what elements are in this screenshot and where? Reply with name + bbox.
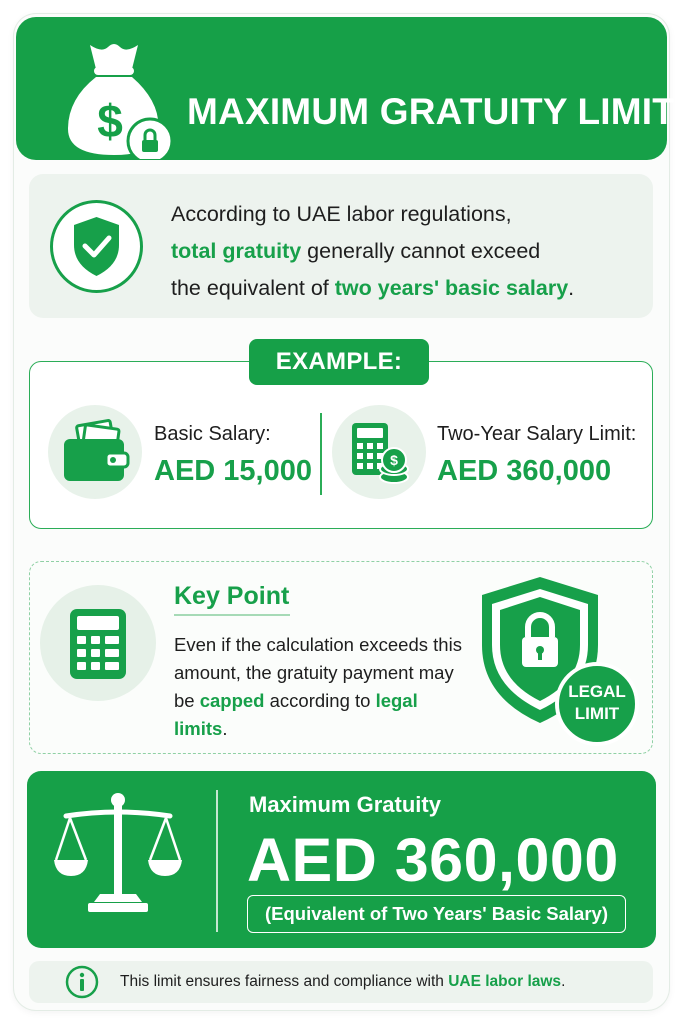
header-banner [16, 17, 676, 160]
shield-check-icon [49, 199, 144, 294]
two-year-limit-label: Two-Year Salary Limit: [437, 423, 637, 445]
footer-text: This limit ensures fairness and compliance with UAE labor laws. [120, 973, 566, 990]
intro-text: According to UAE labor regulations, total gratuity generally cannot exceed the equivalent of two years' basic salary. [171, 202, 575, 300]
key-point-circle [40, 585, 156, 701]
legal-limit-badge-line2: LIMIT [574, 704, 620, 723]
example-divider [320, 413, 322, 495]
page-title: MAXIMUM GRATUITY LIMIT [187, 91, 676, 132]
wallet-icon [48, 405, 142, 499]
two-year-limit-value: AED 360,000 [437, 455, 612, 487]
example-tag: EXAMPLE: [249, 339, 429, 385]
basic-salary-label: Basic Salary: [154, 423, 271, 445]
legal-limit-badge-line1: LEGAL [568, 682, 626, 701]
svg-text:$: $ [390, 452, 398, 468]
maximum-gratuity-note: (Equivalent of Two Years' Basic Salary) [247, 895, 626, 933]
key-point-text: Even if the calculation exceeds this amount, the gratuity payment may be capped according to legal limits. [174, 634, 462, 739]
wallet-circle [48, 405, 142, 499]
intro-panel [29, 174, 653, 318]
key-point-title: Key Point [174, 582, 290, 610]
calculator-icon [40, 585, 156, 701]
money-bag-icon [62, 37, 174, 159]
maximum-gratuity-label: Maximum Gratuity [249, 792, 441, 817]
svg-text:$: $ [97, 95, 123, 147]
shield-lock-icon [470, 571, 640, 746]
info-icon [65, 965, 99, 999]
maximum-gratuity-value: AED 360,000 [247, 826, 619, 894]
calculator-circle [332, 405, 426, 499]
basic-salary-value: AED 15,000 [154, 455, 312, 487]
key-point-underline [174, 614, 290, 616]
footer-note [29, 961, 653, 1003]
calculator-coins-icon [332, 405, 426, 499]
scale-icon [52, 788, 184, 918]
maximum-divider [216, 790, 218, 932]
